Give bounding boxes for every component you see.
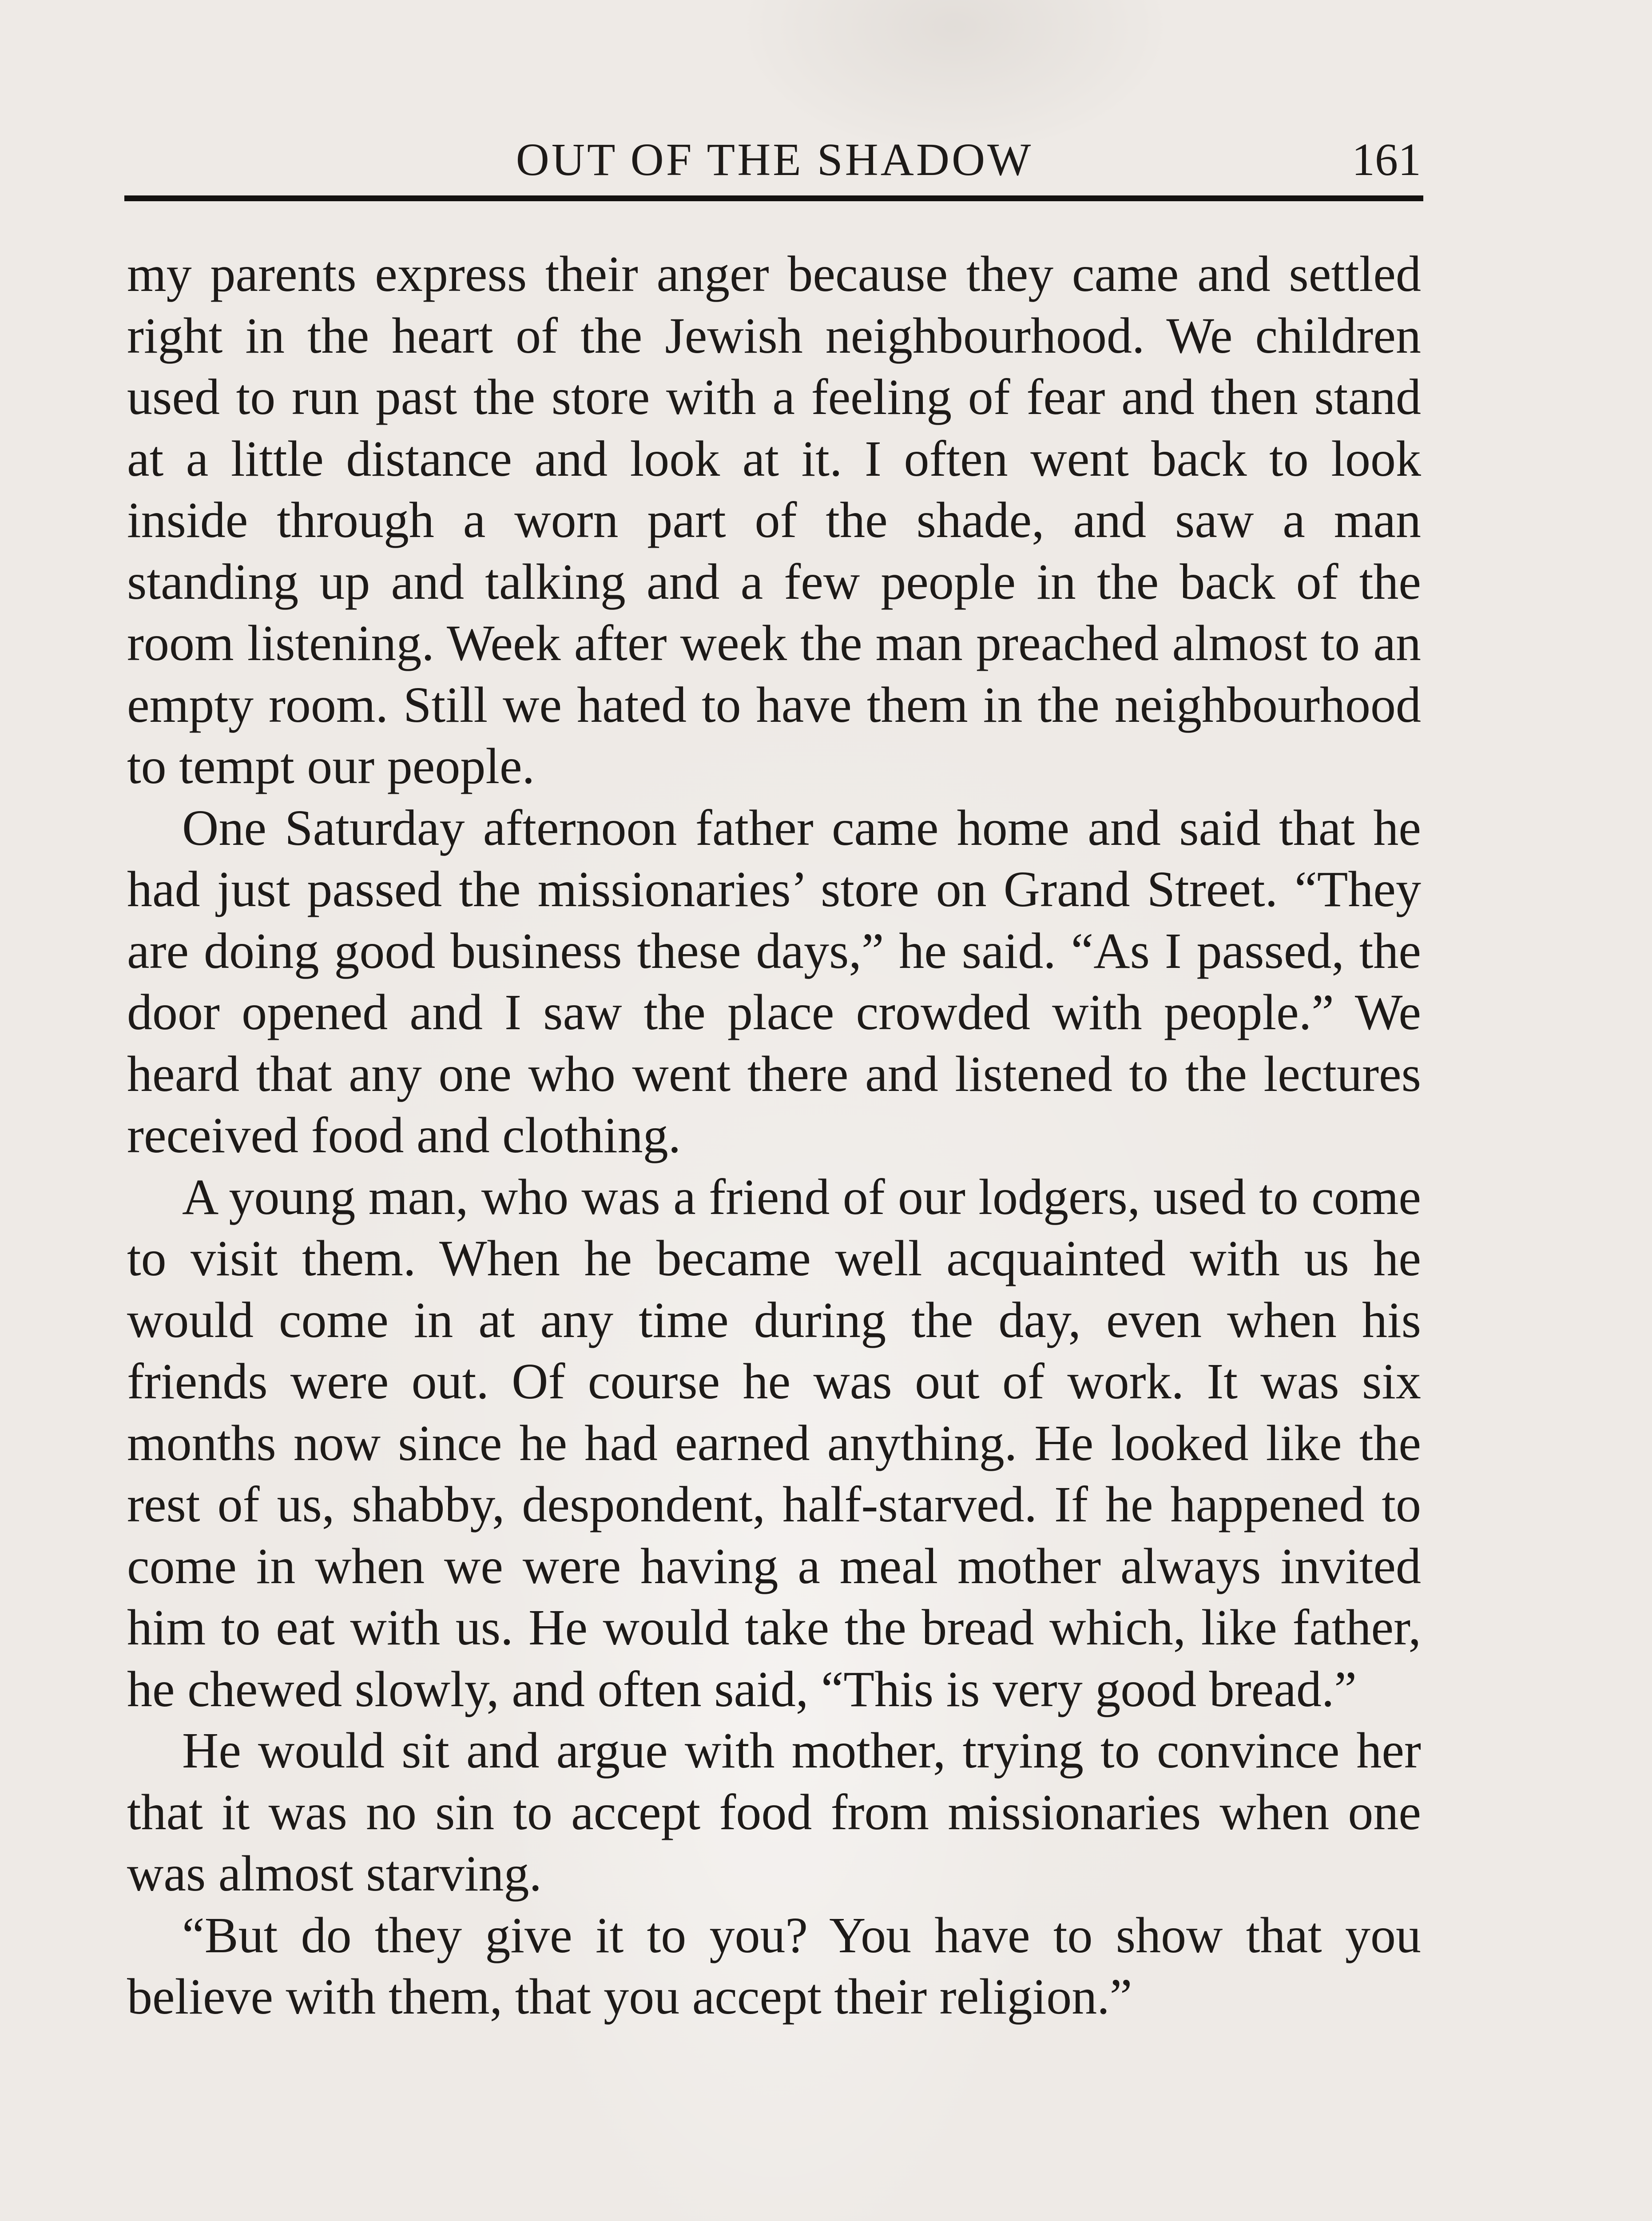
paragraph-4: He would sit and argue with mother, trying to convince her that it was no sin to accept food from missionaries when one was almost starving. xyxy=(127,1722,1421,1902)
running-head xyxy=(128,133,1421,187)
body-text xyxy=(127,243,1421,2028)
paragraph-1: my parents express their anger because they came and settled right in the heart of the Jewish neighbourhood. We children used to run past the store with a feeling of fear and then stand at a little distance and look at it. I often went back to look inside through a worn part of the shade, and saw a man standing up and talking and a few people in the back of the room listening. Week after week the man preached almost to an empty room. Still we hated to have them in the neighbourhood to tempt our people. xyxy=(127,246,1421,794)
paragraph-2: One Saturday afternoon father came home and said that he had just passed the missionaries’ store on Grand Street. “They are doing good business these days,” he said. “As I passed, the door opened and I saw the place crowded with people.” We heard that any one who went there and listened to the lectures received food and clothing. xyxy=(127,799,1421,1163)
paragraph-3: A young man, who was a friend of our lodgers, used to come to visit them. When he became well acquainted with us he would come in at any time during the day, even when his friends were out. Of course he was out of work. It was six months now since he had earned anything. He looked like the rest of us, shabby, despondent, half-starved. If he happened to come in when we were having a meal mother always invited him to eat with us. He would take the bread which, like father, he chewed slowly, and often said, “This is very good bread.” xyxy=(127,1168,1421,1717)
paragraph-5: “But do they give it to you? You have to show that you believe with them, that you accept their religion.” xyxy=(127,1907,1421,2025)
running-title: OUT OF THE SHADOW xyxy=(516,134,1033,185)
page-number: 161 xyxy=(1352,134,1421,185)
header-rule xyxy=(124,195,1423,201)
